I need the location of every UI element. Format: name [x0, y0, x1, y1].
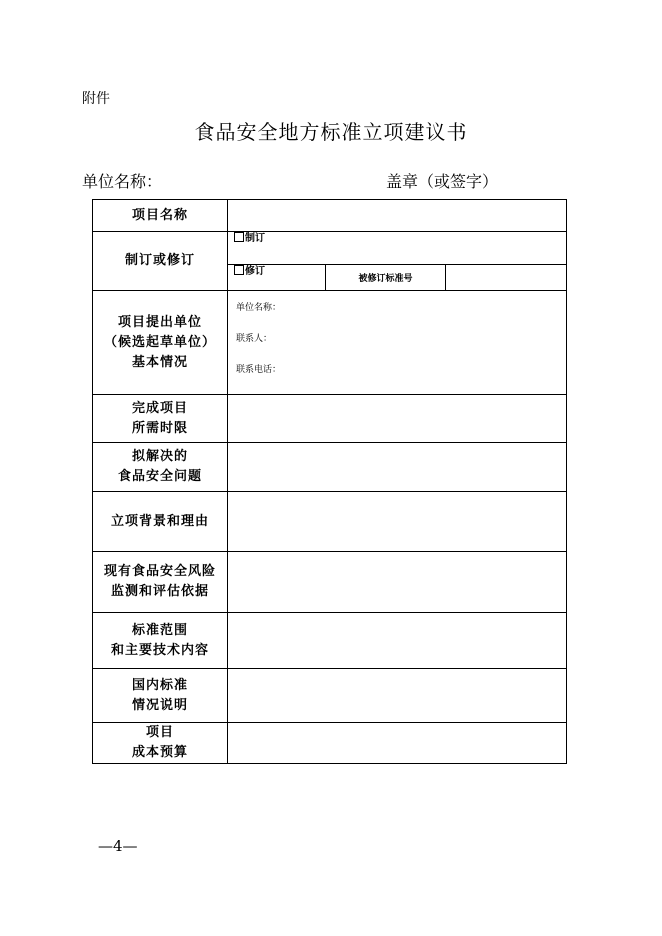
row-background [93, 492, 567, 552]
revised-standard-no-label: 被修订标准号 [326, 265, 446, 291]
checkbox-create[interactable] [234, 232, 244, 242]
risk-field[interactable] [228, 552, 567, 613]
proposer-label-line-1: 项目提出单位 [117, 314, 202, 330]
domestic-label-line-1: 国内标准 [131, 677, 188, 693]
budget-label-line-1: 项目 [145, 725, 174, 740]
risk-label-line-1: 现有食品安全风险 [103, 564, 216, 579]
row-domestic [93, 669, 567, 723]
scope-label-line-1: 标准范围 [131, 622, 188, 638]
budget-label-line-2: 成本预算 [131, 745, 188, 760]
row-type [93, 232, 567, 265]
row-issue [93, 443, 567, 492]
duration-label-line-2: 所需时限 [131, 420, 188, 436]
row-duration [93, 395, 567, 443]
background-field[interactable] [228, 492, 567, 552]
proposer-info-field[interactable] [228, 291, 567, 395]
issue-field[interactable] [228, 443, 567, 492]
document-title: 食品安全地方标准立项建议书 [194, 120, 468, 144]
proposer-contact-phone-label: 联系电话： [236, 365, 282, 375]
option-create[interactable] [228, 232, 567, 265]
row-risk [93, 552, 567, 613]
risk-label [93, 552, 228, 613]
domestic-label-line-2: 情况说明 [131, 697, 188, 713]
issue-label [93, 443, 228, 492]
domestic-field[interactable] [228, 669, 567, 723]
revised-standard-no-field[interactable] [446, 265, 567, 291]
row-scope [93, 613, 567, 669]
duration-label [93, 395, 228, 443]
proposer-contact-person-label: 联系人： [236, 334, 273, 344]
proposer-unit-name-label: 单位名称： [236, 303, 282, 313]
checkbox-revise[interactable] [234, 265, 244, 275]
type-label: 制订或修订 [93, 232, 228, 291]
issue-label-line-2: 食品安全问题 [117, 469, 202, 484]
proposer-label-line-3: 基本情况 [131, 354, 188, 370]
row-project-name [93, 200, 567, 232]
option-revise[interactable] [228, 265, 326, 291]
project-name-label: 项目名称 [93, 200, 228, 232]
proposal-form-table [92, 199, 567, 764]
project-name-field[interactable] [228, 200, 567, 232]
duration-field[interactable] [228, 395, 567, 443]
risk-label-line-2: 监测和评估依据 [110, 584, 209, 599]
seal-label: 盖章（或签字） [386, 172, 499, 191]
duration-label-line-1: 完成项目 [131, 400, 188, 416]
budget-label [93, 723, 228, 764]
annex-label: 附件 [82, 91, 110, 107]
page-number: —4— [98, 837, 138, 855]
proposer-label [93, 291, 228, 395]
budget-field[interactable] [228, 723, 567, 764]
issue-label-line-1: 拟解决的 [131, 449, 188, 464]
option-revise-label: 修订 [245, 266, 265, 277]
background-label: 立项背景和理由 [93, 492, 228, 552]
option-create-label: 制订 [245, 233, 265, 244]
proposer-label-line-2: （候选起草单位） [103, 334, 216, 350]
scope-label-line-2: 和主要技术内容 [110, 642, 209, 658]
scope-label [93, 613, 228, 669]
row-proposer [93, 291, 567, 395]
unit-name-label: 单位名称： [82, 172, 163, 191]
row-budget [93, 723, 567, 764]
domestic-label [93, 669, 228, 723]
scope-field[interactable] [228, 613, 567, 669]
